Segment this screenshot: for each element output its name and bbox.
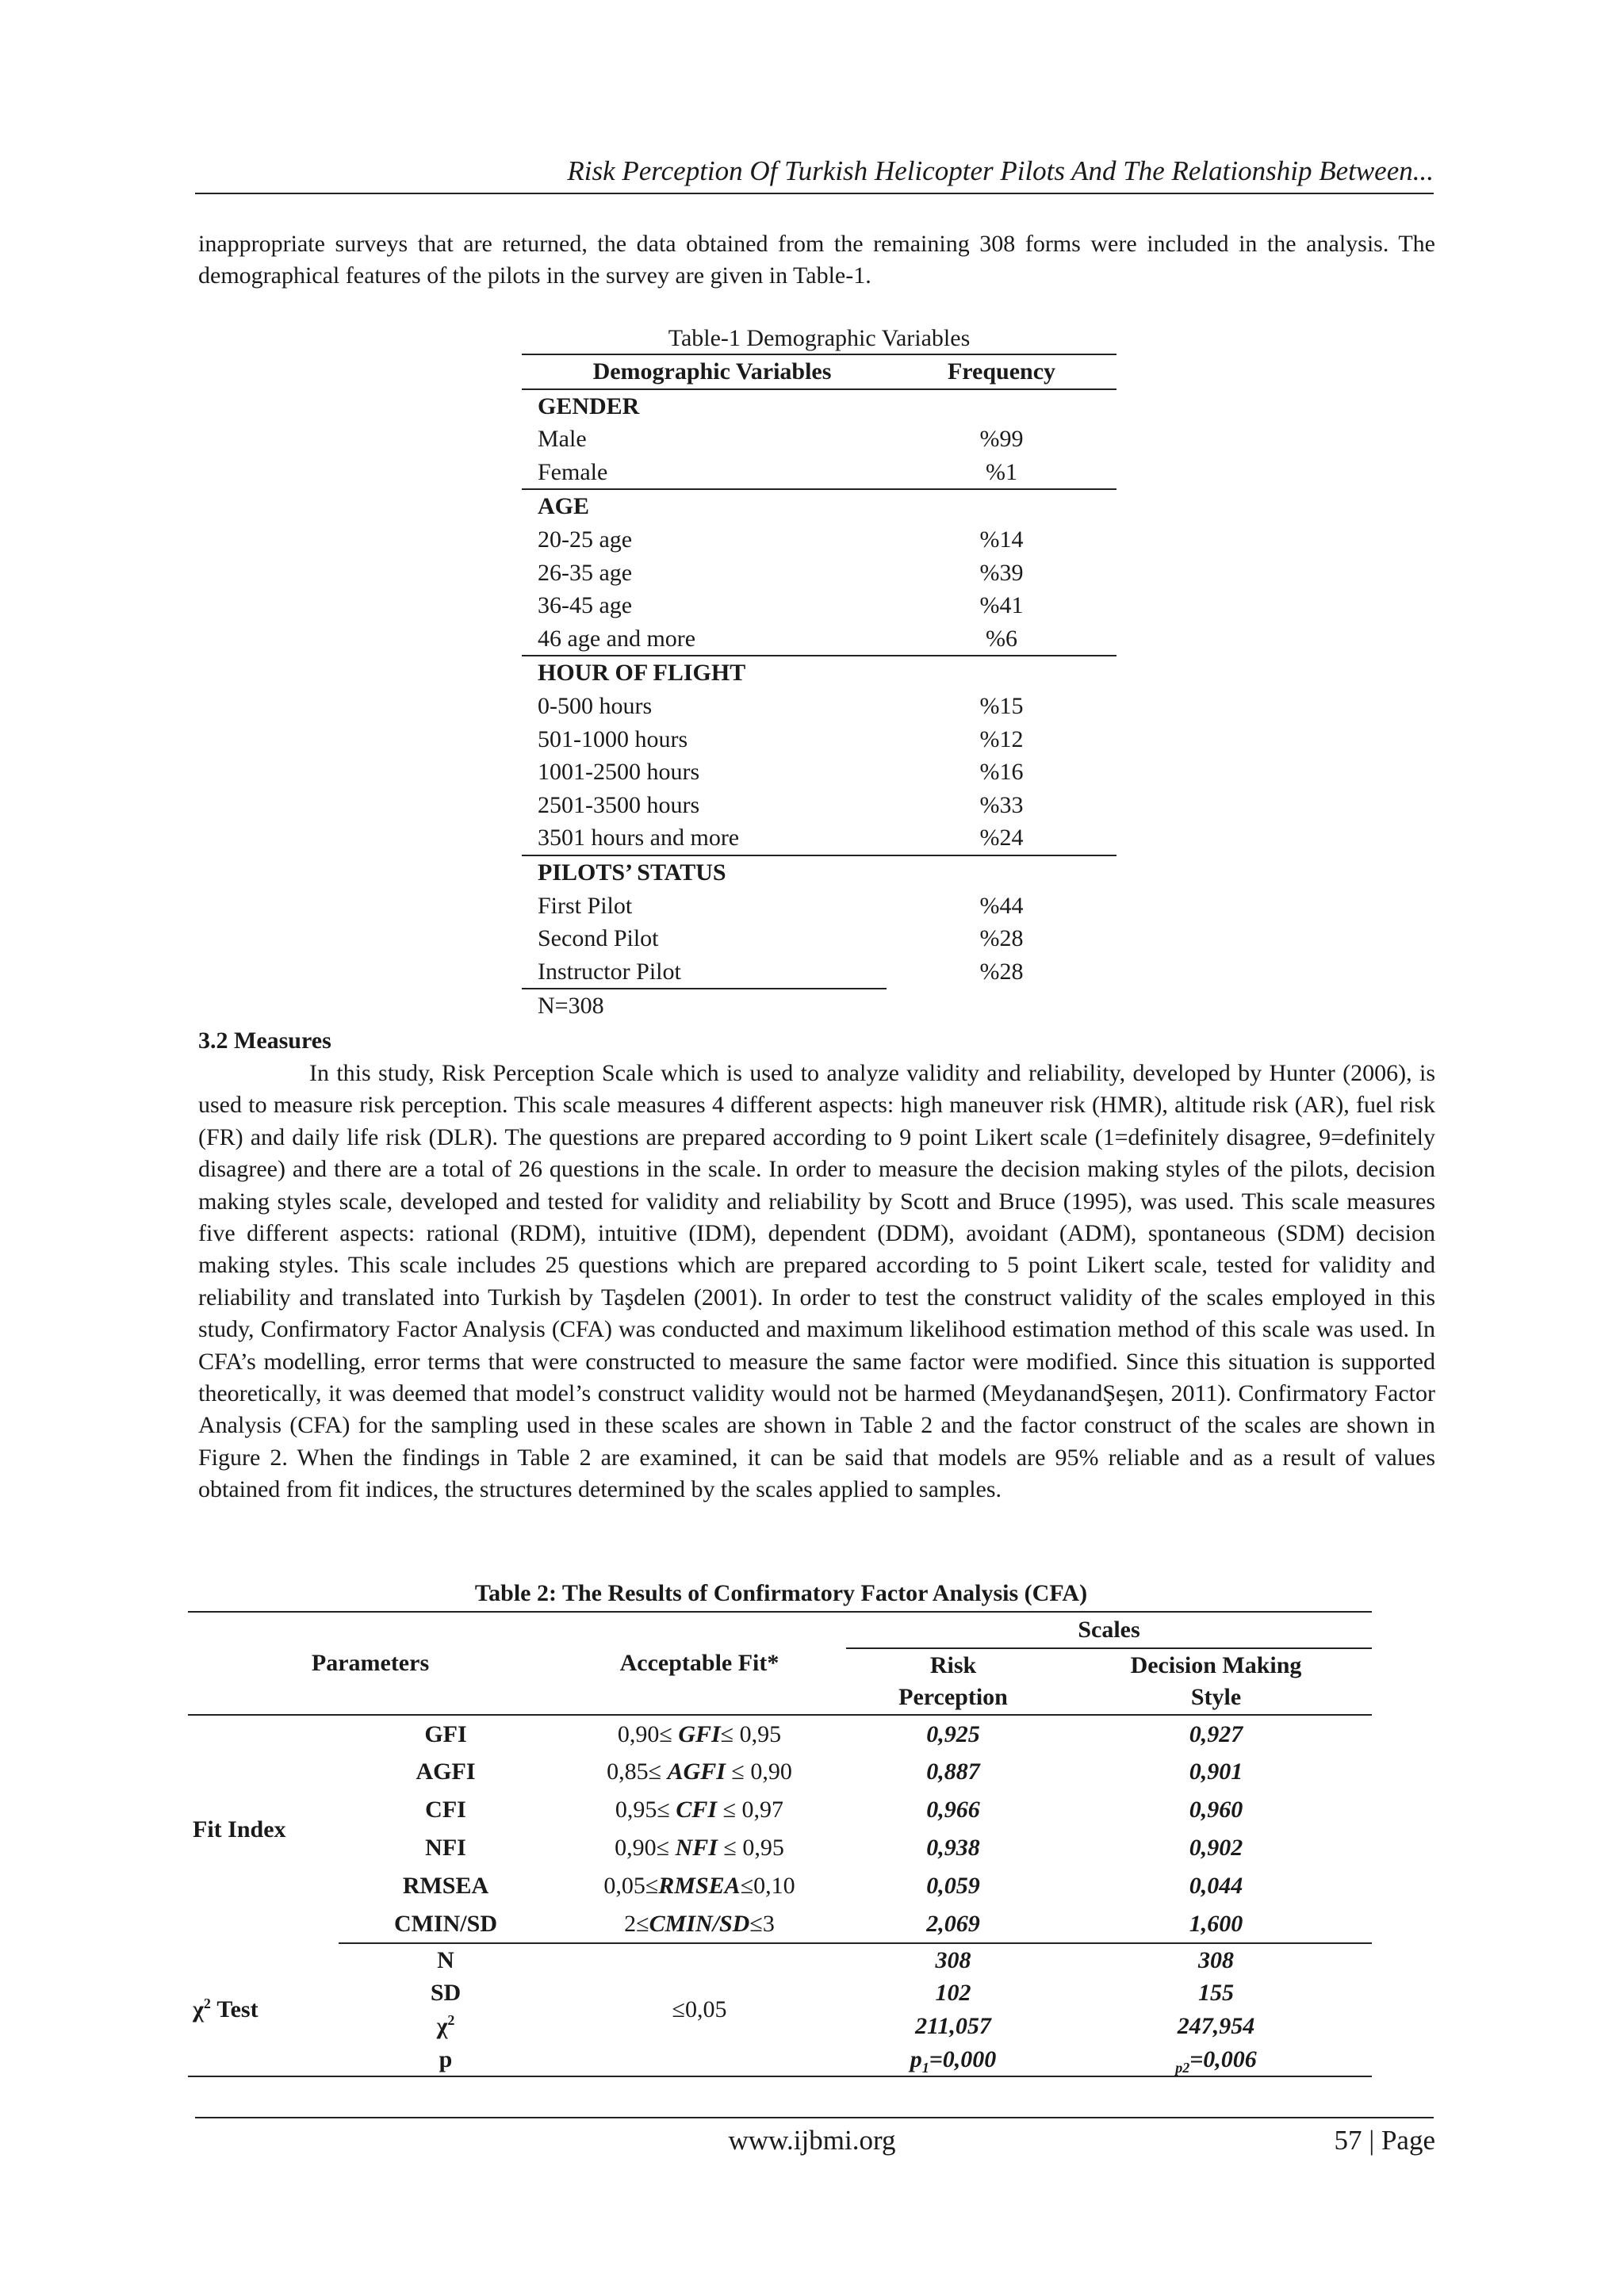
table-row (522, 890, 1116, 923)
table1-caption: Table-1 Demographic Variables (668, 325, 971, 351)
table-row (188, 1791, 1372, 1829)
decision-value: 0,044 (1189, 1873, 1243, 1899)
footer-url: www.ijbmi.org (728, 2125, 896, 2156)
acceptable-range: 0,90≤ GFI≤ 0,95 (617, 1720, 782, 1747)
table-row (522, 423, 1116, 456)
row-value: %44 (979, 892, 1024, 919)
table2-col-parameters: Parameters (188, 1612, 553, 1715)
table-row (522, 622, 1116, 656)
section-title: AGE (538, 493, 590, 520)
risk-value: 0,059 (926, 1873, 980, 1899)
param-name: RMSEA (402, 1873, 489, 1899)
row-value: %12 (979, 725, 1024, 752)
section-title: HOUR OF FLIGHT (538, 660, 746, 687)
risk-value: 0,887 (926, 1758, 980, 1785)
table-row (188, 1715, 1372, 1753)
param-name: SD (430, 1980, 462, 2006)
table2-col-scales: Scales (846, 1612, 1372, 1648)
decision-value: 1,600 (1060, 1905, 1372, 1943)
row-value: %15 (979, 692, 1024, 719)
table1-n-note: N=308 (522, 989, 887, 1023)
table-row (188, 1905, 1372, 1943)
fit-index-label: Fit Index (193, 1816, 286, 1843)
row-value: %14 (979, 526, 1024, 553)
header-rule (195, 193, 1434, 194)
table-row (522, 922, 1116, 955)
table-row (522, 821, 1116, 855)
row-label: 501-1000 hours (538, 725, 688, 752)
acceptable-range: 0,95≤ CFI ≤ 0,97 (615, 1797, 784, 1823)
table1-section-status (522, 855, 1116, 890)
param-name: GFI (424, 1720, 467, 1747)
acceptable-range: 0,85≤ AGFI ≤ 0,90 (607, 1758, 792, 1785)
risk-value: 308 (935, 1946, 971, 1973)
section-title: GENDER (538, 392, 640, 419)
table1-header-row (522, 354, 1116, 389)
section-heading: 3.2 Measures (198, 1027, 331, 1054)
row-label: First Pilot (538, 892, 633, 919)
decision-value: 0,902 (1189, 1835, 1243, 1861)
table2-col-decision: Decision Making Style (1060, 1648, 1372, 1715)
table1-section-flight (522, 656, 1116, 690)
footer-page-number: 57 | Page (1334, 2125, 1435, 2156)
table-row (522, 789, 1116, 822)
param-name: NFI (425, 1835, 466, 1861)
table2-col-acceptable: Acceptable Fit* (553, 1612, 846, 1715)
decision-value: 0,960 (1189, 1797, 1243, 1823)
row-label: 36-45 age (538, 592, 633, 619)
row-value: %41 (979, 592, 1024, 619)
row-label: 1001-2500 hours (538, 759, 700, 786)
row-label: 2501-3500 hours (538, 791, 700, 818)
param-name: p (339, 2043, 553, 2076)
row-label: Second Pilot (538, 925, 659, 952)
decision-value: 155 (1198, 1980, 1234, 2006)
table-row (522, 523, 1116, 557)
table-row (188, 1943, 1372, 1976)
intro-paragraph: inappropriate surveys that are returned, the data obtained from the remaining 308 forms were included in the analysis. The demographical features of the pilots in the survey are given in Table-1. (198, 231, 1435, 289)
acceptable-range: 2≤CMIN/SD≤3 (553, 1905, 846, 1943)
acceptable-range: 0,90≤ NFI ≤ 0,95 (615, 1835, 784, 1861)
row-value: %28 (979, 925, 1024, 952)
row-label: 46 age and more (522, 622, 887, 656)
risk-value: 0,925 (926, 1720, 980, 1747)
table1-section-age (522, 489, 1116, 523)
decision-value: 308 (1198, 1946, 1234, 1973)
table2-caption: Table 2: The Results of Confirmatory Factor Analysis (CFA) (474, 1580, 1088, 1606)
table1-section-gender (522, 389, 1116, 423)
row-value: %99 (979, 426, 1024, 453)
table-row (522, 690, 1116, 723)
section-title: PILOTS’ STATUS (538, 859, 726, 886)
row-label: 3501 hours and more (522, 821, 887, 855)
acceptable-range: 0,05≤RMSEA≤0,10 (603, 1873, 795, 1899)
risk-value: $p_1=0,000$ (846, 2043, 1060, 2076)
chi-test-label: $\chi^2$ Test (188, 1943, 339, 2076)
measures-paragraph: In this study, Risk Perception Scale which is used to analyze validity and reliability, developed by Hunter (2006), is used to measure risk perception. This scale measures 4 different aspects: high maneuver risk (HMR), altitude risk (AR), fuel risk (FR) and daily life risk (DLR). The questions are prepared according to 9 point Likert scale (1=definitely disagree, 9=definitely disagree) and there are a total of 26 questions in the scale. In order to measure the decision making styles of the pilots, decision making styles scale, developed and tested for validity and reliability by Scott and Bruce (1995), was used. This scale measures five different aspects: rational (RDM), intuitive (IDM), dependent (DDM), avoidant (ADM), spontaneous (SDM) decision making styles. This scale includes 25 questions which are prepared according to 5 point Likert scale, tested for validity and reliability and translated into Turkish by Taşdelen (2001). In order to test the construct validity of the scales employed in this study, Confirmatory Factor Analysis (CFA) was conducted and maximum likelihood estimation method of this scale was used. In CFA’s modelling, error terms that were constructed to measure the same factor were modified. Since this situation is supported theoretically, it was deemed that model’s construct validity would not be harmed (MeydanandŞeşen, 2011). Confirmatory Factor Analysis (CFA) for the sampling used in these scales are shown in Table 2 and the factor construct of the scales are shown in Figure 2. When the findings in Table 2 are examined, it can be said that models are 95% reliable and as a result of values obtained from fit indices, the structures determined by the scales applied to samples. (198, 1060, 1435, 1503)
table-row (522, 955, 1116, 989)
table-row (522, 557, 1116, 590)
row-value: %39 (979, 559, 1024, 586)
decision-value: 0,927 (1189, 1720, 1243, 1747)
param-name: CFI (425, 1797, 466, 1823)
table1-demographics (522, 354, 1116, 1023)
table2-col-risk: Risk Perception (846, 1648, 1060, 1715)
decision-value: 247,954 (1177, 2013, 1255, 2039)
param-name: N (437, 1946, 454, 1973)
table1-n-row (522, 989, 1116, 1023)
row-label: 0-500 hours (538, 692, 653, 719)
table-row (522, 456, 1116, 490)
table-row (188, 1867, 1372, 1905)
table-row (188, 1753, 1372, 1791)
row-label: Instructor Pilot (538, 958, 681, 985)
decision-value: $_{p2}$=0,006 (1060, 2043, 1372, 2076)
row-value: %16 (979, 759, 1024, 786)
running-header: Risk Perception Of Turkish Helicopter Pilots And The Relationship Between... (567, 155, 1434, 186)
risk-value: 0,938 (926, 1835, 980, 1861)
row-value: %33 (979, 791, 1024, 818)
row-label: Male (538, 426, 587, 453)
table1-col-variable: Demographic Variables (522, 354, 887, 389)
footer-rule (195, 2117, 1434, 2118)
risk-value: 211,057 (915, 2013, 991, 2039)
param-name: CMIN/SD (339, 1905, 553, 1943)
table2-cfa-results (188, 1611, 1372, 2077)
param-name: $\chi^2$ (436, 2012, 455, 2039)
decision-value: 0,901 (1189, 1758, 1243, 1785)
row-value: %24 (887, 821, 1116, 855)
table-row (522, 589, 1116, 622)
row-value: %1 (887, 456, 1116, 490)
row-label: 26-35 age (538, 559, 633, 586)
row-label: Female (522, 456, 887, 490)
risk-value: 102 (935, 1980, 971, 2006)
row-label: 20-25 age (538, 526, 633, 553)
row-value: %6 (887, 622, 1116, 656)
param-name: AGFI (416, 1758, 476, 1785)
chi-acceptable: ≤0,05 (553, 1943, 846, 2076)
table-row (522, 756, 1116, 789)
risk-value: 2,069 (846, 1905, 1060, 1943)
row-value: %28 (979, 959, 1024, 985)
table2-header-row-1 (188, 1612, 1372, 1648)
table-row (522, 723, 1116, 756)
table-row (188, 1829, 1372, 1867)
table1-col-frequency: Frequency (887, 354, 1116, 389)
risk-value: 0,966 (926, 1797, 980, 1823)
